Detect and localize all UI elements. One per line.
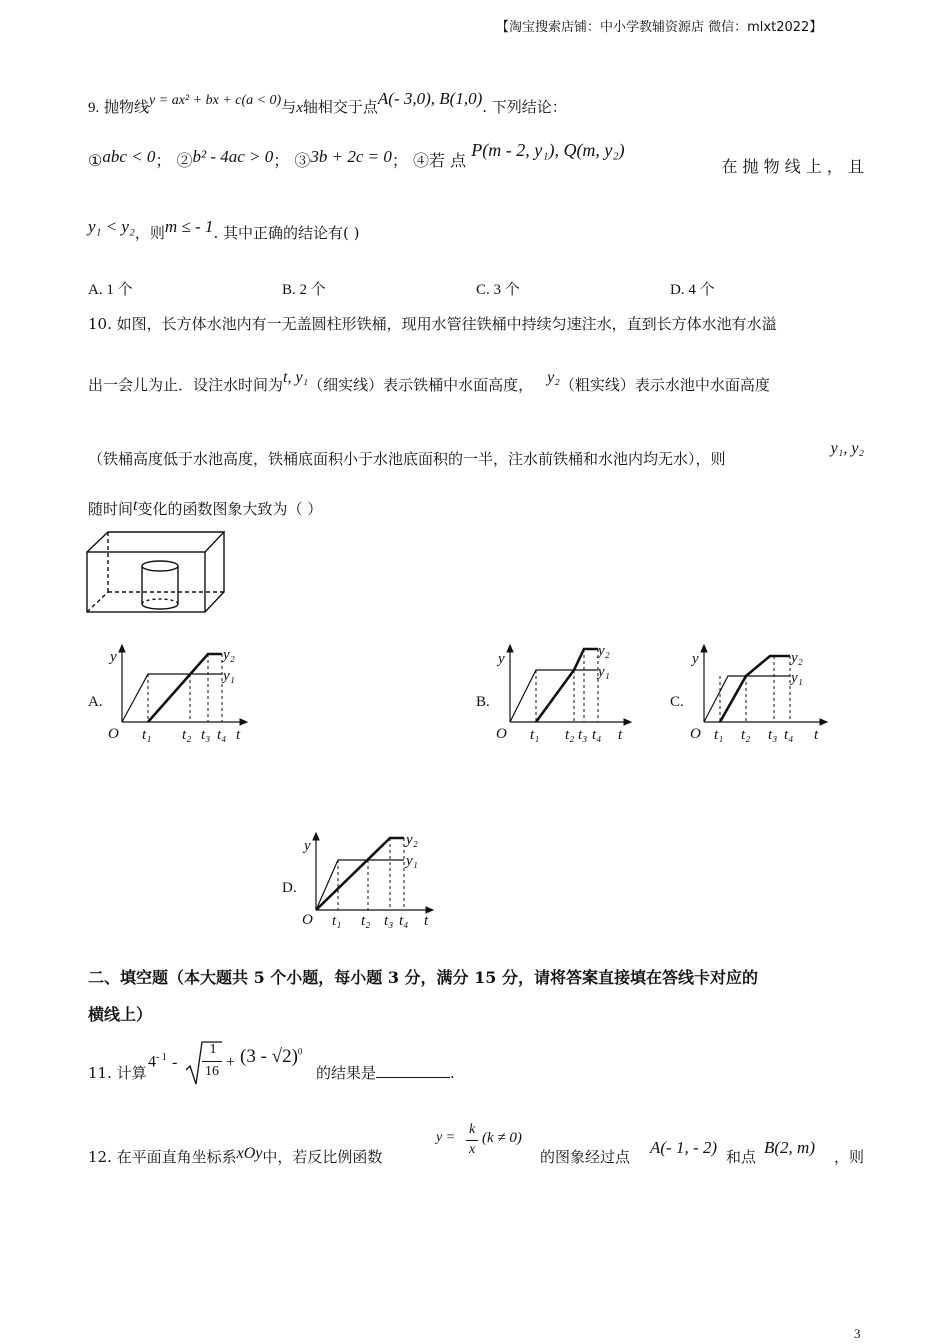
q12-fx: x <box>469 1142 476 1157</box>
svg-text:t: t <box>814 727 819 743</box>
svg-text:y₂: y₂ <box>406 832 418 848</box>
svg-text:t₃: t₃ <box>201 727 211 743</box>
svg-text:y₁: y₁ <box>223 668 235 684</box>
svg-text:t: t <box>618 727 623 743</box>
q12-fk: k <box>469 1122 476 1137</box>
graph-c-letter[interactable]: C. <box>670 694 684 710</box>
svg-text:y₁: y₁ <box>791 670 803 686</box>
graph-b-y2-line <box>536 649 598 722</box>
q11-base: $4^{- 1}$ <box>148 1052 167 1071</box>
svg-text:t₄: t₄ <box>592 727 602 743</box>
q12-line: 12. 在平面直角坐标系xOy中，若反比例函数 ，则 <box>88 1145 864 1166</box>
svg-text:t₁: t₁ <box>530 727 540 743</box>
graph-a-letter[interactable]: A. <box>88 694 103 710</box>
pool-front-face <box>87 552 205 612</box>
graph-b-y-label: y <box>498 651 505 667</box>
bucket-top <box>142 561 178 571</box>
svg-text:t₃: t₃ <box>384 913 394 929</box>
svg-text:y₁: y₁ <box>598 664 610 680</box>
q10-line4: 随时间t变化的函数图象大致为（ ） <box>88 497 323 518</box>
q12-and: 和点 <box>726 1148 757 1166</box>
svg-text:y₁: y₁ <box>406 853 418 869</box>
q11-plus: + <box>226 1054 236 1071</box>
svg-text:y₂: y₂ <box>223 647 235 663</box>
svg-text:t₃: t₃ <box>768 727 778 743</box>
graph-a-y2-line <box>148 654 222 722</box>
q9-equation: y = ax² + bx + c(a < 0) <box>149 93 282 108</box>
q9-line3: y₁ < y₂，则m ≤ - 1. 其中正确的结论有( ) <box>88 217 360 242</box>
q12-frac-bar <box>466 1140 478 1141</box>
graph-d[interactable] <box>298 826 448 934</box>
graph-b[interactable] <box>492 640 642 748</box>
pool-right-edges <box>205 532 224 612</box>
header-shop-info: 【淘宝搜索店铺：中小学教辅资源店 微信：mlxt2022】 <box>496 20 823 35</box>
svg-text:t₁: t₁ <box>142 727 152 743</box>
q9-option-d[interactable]: D. 4 个 <box>670 282 715 298</box>
svg-text:y₂: y₂ <box>598 643 610 659</box>
q9-conclusions: ①abc < 0； ②b² - 4ac > 0； ③3b + 2c = 0； ④若 点 P(m - 2, y₁), Q(m, y₂) 在 抛 物 线 上 ， 且 <box>88 140 864 176</box>
q9-option-a[interactable]: A. 1 个 <box>88 282 133 298</box>
pool-figure <box>84 528 230 618</box>
svg-text:y₂: y₂ <box>791 650 803 666</box>
q9-points: A(- 3,0), B(1,0) <box>377 89 483 108</box>
graph-a-y1-line <box>122 674 222 722</box>
graph-c-y2-line <box>720 656 790 722</box>
q11-result: 的结果是 . <box>316 1064 455 1082</box>
graph-c[interactable] <box>686 640 836 748</box>
svg-text:O: O <box>108 726 119 742</box>
graph-a[interactable] <box>104 640 254 748</box>
q11-answer-blank[interactable] <box>376 1063 450 1078</box>
graph-b-letter[interactable]: B. <box>476 694 490 710</box>
svg-text:t₂: t₂ <box>741 727 751 743</box>
svg-text:O: O <box>302 912 313 928</box>
q12-mid2: 的图象经过点 <box>540 1148 631 1166</box>
section2-title-cont: 横线上） <box>88 1005 153 1024</box>
q11-paren: (3 - √2)$^0$ <box>240 1046 303 1067</box>
graph-d-y-label: y <box>304 838 311 854</box>
q11-frac-den: 16 <box>205 1064 219 1079</box>
graph-a-y-label: y <box>110 649 117 665</box>
svg-text:t₁: t₁ <box>332 913 342 929</box>
graph-c-y1-line <box>704 676 790 722</box>
q9-line1: 9. 抛物线y = ax² + bx + c(a < 0)与x轴相交于点A(- 3,0), B(1,0). 下列结论： <box>88 89 567 116</box>
svg-text:t₁: t₁ <box>714 727 724 743</box>
page-number: 3 <box>854 1326 861 1341</box>
q10-line2: 出一会儿为止．设注水时间为t, y₁（细实线）表示铁桶中水面高度， y₂（粗实线）表示水池中水面高度 <box>88 369 770 394</box>
q10-line3: （铁桶高度低于水池高度，铁桶底面积小于水池底面积的一半，注水前铁桶和水池内均无水），则 y₁, y₂ <box>88 440 864 468</box>
q9-option-b[interactable]: B. 2 个 <box>282 282 326 298</box>
section2-title: 二、填空题（本大题共 5 个小题，每小题 3 分，满分 15 分，请将答案直接填在答线卡对应的 <box>88 968 758 987</box>
q12-fy: y = <box>436 1130 456 1145</box>
svg-text:t₄: t₄ <box>784 727 794 743</box>
svg-text:O: O <box>690 726 701 742</box>
svg-text:t₂: t₂ <box>565 727 575 743</box>
q11-frac-num: 1 <box>209 1042 217 1057</box>
svg-text:O: O <box>496 726 507 742</box>
svg-text:t₂: t₂ <box>361 913 371 929</box>
q12-point-a: A(- 1, - 2) <box>650 1138 718 1157</box>
q11-frac-bar <box>202 1061 222 1062</box>
q12-cond: (k ≠ 0) <box>482 1130 522 1146</box>
graph-d-letter[interactable]: D. <box>282 880 297 896</box>
q9-pq-points: P(m - 2, y₁), Q(m, y₂) <box>471 140 625 160</box>
svg-text:t₃: t₃ <box>578 727 588 743</box>
q11-minus: - <box>172 1054 178 1071</box>
q11-lead: 11. 计算 <box>88 1064 147 1082</box>
svg-text:t: t <box>424 913 429 929</box>
svg-text:t₂: t₂ <box>182 727 192 743</box>
q12-point-b: B(2, m) <box>764 1138 815 1157</box>
q10-line1: 10. 如图，长方体水池内有一无盖圆柱形铁桶，现用水管往铁桶中持续匀速注水，直到长方体水池有水溢 <box>88 315 777 333</box>
svg-text:t₄: t₄ <box>217 727 227 743</box>
svg-text:t: t <box>236 727 241 743</box>
q9-option-c[interactable]: C. 3 个 <box>476 282 520 298</box>
graph-d-y2-line <box>316 838 404 910</box>
svg-text:t₄: t₄ <box>399 913 409 929</box>
bucket-bottom <box>142 604 178 609</box>
graph-c-y-label: y <box>692 651 699 667</box>
